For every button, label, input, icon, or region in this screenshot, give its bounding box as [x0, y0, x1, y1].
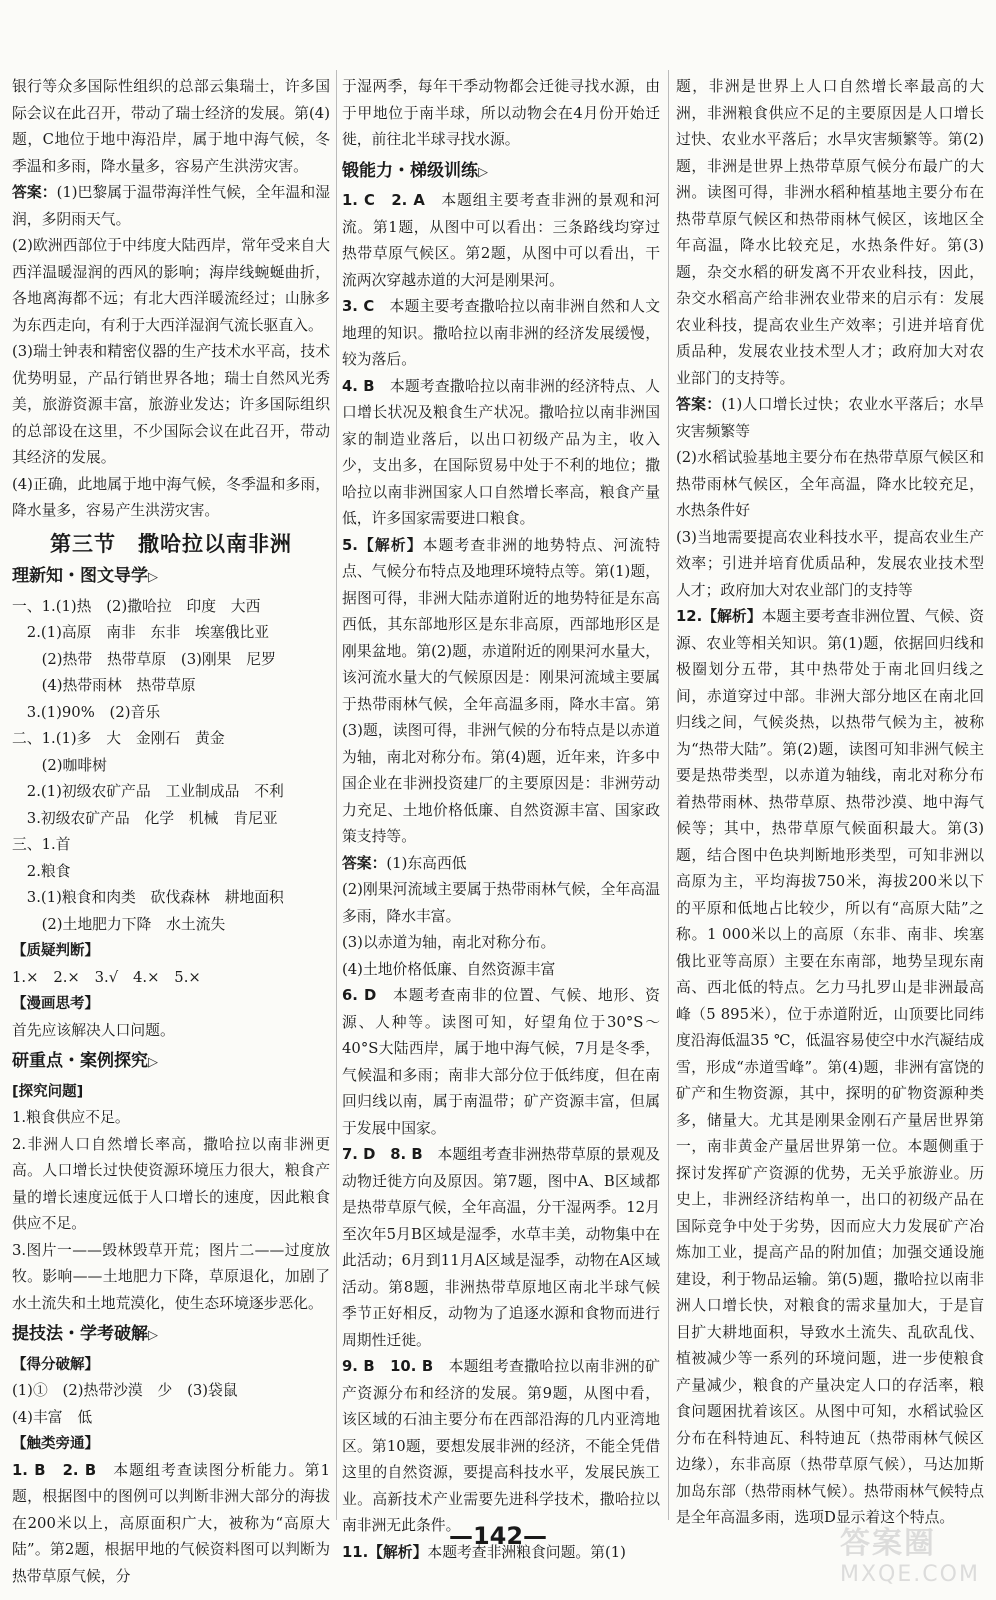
question-number: 3. C [342, 298, 375, 315]
question-number: 9. B 10. B [342, 1358, 434, 1375]
heading-text: 理新知・图文导学 [12, 566, 148, 586]
question-answer [676, 604, 984, 1532]
question-answer [342, 294, 660, 374]
list-item: 3.(1)90% (2)音乐 [12, 703, 161, 721]
answer-2: (2)水稻试验基地主要分布在热带草原气候区和热带雨林气候区，全年高温，降水比较充足，水热条件好 [676, 449, 984, 519]
list-item: (2)咖啡树 [12, 756, 107, 774]
column-right [676, 74, 984, 1532]
answer-1 [676, 392, 984, 445]
heading-text: 提技法・学考破解 [12, 1324, 148, 1344]
list-item: 二、1.(1)多 大 金刚石 黄金 [12, 730, 225, 747]
arrow-icon: ▷ [148, 1055, 158, 1070]
explanation: 本题考查撒哈拉以南非洲的经济特点、人口增长状况及粮食生产状况。撒哈拉以南非洲国家的制造业落后，以出口初级产品为主，收入少，支出多，在国际贸易中处于不利的地位；撒哈拉以南非洲国家人口自然增长率高，粮食产量低，许多国家需要进口粮食。 [342, 377, 660, 527]
comic-answer: 首先应该解决人口问题。 [12, 1021, 175, 1039]
answer-2: (2)刚果河流域主要属于热带雨林气候，全年高温多雨，降水丰富。 [342, 881, 660, 925]
explanation: 本题考查非洲的地势特点、河流特点、气候分布特点及地理环境特点等。第(1)题，据图可得，非洲大陆赤道附近的地势特征是东高西低，其东部地形区是东非高原，西部地形区是刚果盆地。第(2)题，赤道附近的刚果河水量大，该河流水量大的气候原因是：刚果河流域主要属于热带雨林气候，全年高温多雨，降水丰富。第(3)题，读图可得，非洲气候的分布特点是以赤道为轴，南北对称分布。第(4)题，近年来，许多中国企业在非洲投资建厂的主要原因是：非洲劳动力充足、土地价格低廉、自然资源丰富、国家政策支持等。 [342, 536, 660, 845]
answer-label: 答案： [676, 396, 722, 413]
explanation: 本题考查非洲粮食问题。第(1) [427, 1543, 626, 1561]
inquiry-3: 3.图片一——毁林毁草开荒；图片二——过度放牧。影响——土地肥力下降，草原退化，加剧了水土流失和土地荒漠化，使生态环境逐步恶化。 [12, 1241, 330, 1312]
question-number: 5.【解析】 [342, 536, 423, 554]
subheading: [探究问题] [12, 1083, 84, 1100]
column-middle [342, 74, 660, 1566]
explanation: 本题组考查撒哈拉以南非洲的矿产资源分布和经济的发展。第9题，从图中看，该区域的石油主要分布在西部沿海的几内亚湾地区。第10题，要想发展非洲的经济，不能全凭借这里的自然资源，要提高科技水平，发展民族工业。高新技术产业需要先进科学技术，撒哈拉以南非洲无此条件。 [342, 1358, 660, 1534]
watermark-text: 答案圈 [840, 1526, 936, 1561]
watermark-logo [840, 1518, 990, 1598]
explanation: 本题主要考查撒哈拉以南非洲自然和人文地理的知识。撒哈拉以南非洲的经济发展缓慢，较为落后。 [342, 298, 660, 368]
explanation: 本题组主要考查非洲的景观和河流。第1题，从图中可以看出：三条路线均穿过热带草原气候区。第2题，从图中可以看出，干流两次穿越赤道的大河是刚果河。 [342, 192, 660, 289]
heading-text: 研重点・案例探究 [12, 1051, 148, 1071]
question-number: 4. B [342, 377, 375, 395]
inquiry-1: 1.粮食供应不足。 [12, 1109, 130, 1126]
answer-2: (2)欧洲西部位于中纬度大陆西岸，常年受来自大西洋温暖湿润的西风的影响；海岸线蜿蜒曲折，各地离海都不远；有北大西洋暖流经过；山脉多为东西走向，有利于大西洋湿润气流长驱直入。 [12, 237, 330, 334]
question-answer [342, 188, 660, 294]
answer-label: 答案： [12, 184, 57, 201]
explanation: 本题组考查读图分析能力。第1题，根据图中的图例可以判断非洲大部分的海拔在200米以上，高原面积广大，被称为“高原大陆”。第2题，根据甲地的气候资料图可以判断为热带草原气候，分 [12, 1461, 330, 1585]
column-left [12, 74, 330, 1590]
question-answer [342, 983, 660, 1142]
answer-4: (4)正确，此地属于地中海气候，冬季温和多雨，降水量多，容易产生洪涝灾害。 [12, 475, 330, 519]
answer-1 [342, 851, 660, 878]
question-answer [342, 1354, 660, 1540]
section-heading [12, 563, 330, 592]
heading-text: 锻能力・梯级训练 [342, 160, 478, 181]
list-item: (4)热带雨林 热带草原 [12, 677, 196, 694]
explanation: 本题组考查非洲热带草原的景观及动物迁徙方向及原因。第7题，图中A、B区域都是热带草原气候，全年高温，分干湿两季。12月至次年5月B区域是湿季，水草丰美，动物集中在此活动；6月到11月A区域是湿季，动物在A区域活动。第8题，非洲热带草原地区南北半球气候季节正好相反，动物为了追逐水源和食物而进行周期性迁徙。 [342, 1146, 660, 1349]
score-line: (1)① (2)热带沙漠 少 (3)袋鼠 [12, 1382, 238, 1399]
question-answer [342, 533, 660, 851]
answer-4: (4)土地价格低廉、自然资源丰富 [342, 960, 556, 978]
explanation: 本题考查南非的位置、气候、地形、资源、人种等。读图可知，好望角位于30°S～40°S大陆西岸，属于地中海气候，7月是冬季，气候温和多雨；南非大部分位于低纬度，但在南回归线以南，属于南温带；矿产资源丰富，但属于发展中国家。 [342, 987, 660, 1137]
paragraph: 于湿两季，每年干季动物都会迁徙寻找水源，由于甲地位于南半球，所以动物会在4月份开始迁徙，前往北半球寻找水源。 [342, 78, 660, 148]
question-answer [342, 1142, 660, 1354]
column-divider [336, 70, 337, 1520]
subheading: 【质疑判断】 [12, 943, 99, 959]
question-number: 1. C 2. A [342, 192, 425, 209]
answer-3: (3)当地需要提高农业科技水平，提高农业生产效率；引进并培育优质品种，发展农业技术型人才；政府加大对农业部门的支持等 [676, 528, 984, 599]
subheading: 【得分破解】 [12, 1356, 99, 1373]
inquiry-2: 2.非洲人口自然增长率高，撒哈拉以南非洲更高。人口增长过快使资源环境压力很大，粮食产量的增长速度远低于人口增长的速度，因此粮食供应不足。 [12, 1135, 330, 1232]
subheading: 【触类旁通】 [12, 1436, 99, 1452]
answer-text: (1)人口增长过快；农业水平落后；水旱灾害频繁等 [676, 396, 984, 440]
answer-label: 答案： [342, 854, 387, 872]
list-item: 三、1.首 [12, 836, 71, 853]
answer-list [12, 594, 330, 939]
list-item: (2)土地肥力下降 水土流失 [12, 915, 226, 933]
question-number: 1. B 2. B [12, 1461, 97, 1479]
list-item: 一、1.(1)热 (2)撒哈拉 印度 大西 [12, 597, 261, 615]
list-item: 3.初级农矿产品 化学 机械 肯尼亚 [12, 809, 278, 827]
answer-text: (1)巴黎属于温带海洋性气候，全年温和湿润，多阴雨天气。 [12, 184, 330, 228]
column-divider [668, 70, 669, 1520]
explanation: 本题主要考查非洲位置、气候、资源、农业等相关知识。第(1)题，依据回归线和极圈划分五带，其中热带处于南北回归线之间，赤道穿过中部。非洲大部分地区在南北回归线之间，气候炎热，以热带气候为主，被称为“热带大陆”。第(2)题，读图可知非洲气候主要是热带类型，以赤道为轴线，南北对称分布着热带雨林、热带草原、热带沙漠、地中海气候等；其中，热带草原气候面积最大。第(3)题，结合图中色块判断地形类型，可知非洲以高原为主，平均海拔750米，海拔200米以下的平原和低地占比较少，所以有“高原大陆”之称。1 000米以上的高原（东非、南非、埃塞俄比亚等高原）主要在东南部，地势呈现东南高、西北低的特点。乞力马扎罗山是非洲最高峰（5 895米），位于赤道附近，山顶要比同纬度沿海低温35 ℃，低温容易使空中水汽凝结成雪，形成“赤道雪峰”。第(4)题，非洲有富饶的矿产和生物资源，其中，探明的矿物资源种类多，储量大。尤其是刚果金刚石产量居世界第一，南非黄金产量居世界第一位。本题侧重于探讨发挥矿产资源的优势，无关乎旅游业。历史上，非洲经济结构单一，出口的初级产品在国际竞争中处于劣势，因而应大力发展矿产冶炼加工业，提高产品的附加值；加强交通设施建设，利于物品运输。第(5)题，撒哈拉以南非洲人口增长快，对粮食的需求量加大，于是盲目扩大耕地面积，导致水土流失、乱砍乱伐、植被减少等一系列的环境问题，进一步使粮食产量减少，粮食的产量决定人口的存活率，粮食问题困扰着该区。从图中可知，水稻试验区分布在科特迪瓦、科特迪瓦（热带雨林气候区边缘），东非高原（热带草原气候），马达加斯加岛东部（热带雨林气候）。热带雨林气候特点是全年高温多雨，选项D显示着这个特点。 [676, 608, 984, 1526]
answer-3: (3)瑞士钟表和精密仪器的生产技术水平高，技术优势明显，产品行销世界各地；瑞士自然风光秀美，旅游资源丰富，旅游业发达；许多国际组织的总部设在这里，不少国际会议在此召开，带动其经济的发展。 [12, 343, 330, 466]
paragraph: 题，非洲是世界上人口自然增长率最高的大洲，非洲粮食供应不足的主要原因是人口增长过快、农业水平落后；水旱灾害频繁等。第(2)题，非洲是世界上热带草原气候分布最广的大洲。读图可得，非洲水稻种植基地主要分布在热带草原气候区和热带雨林气候区，该地区全年高温，降水比较充足，水热条件好。第(3)题，杂交水稻的研发离不开农业科技，因此，杂交水稻高产给非洲农业带来的启示有：发展农业科技，提高农业生产效率；引进并培育优质品种，发展农业技术型人才；政府加大对农业部门的支持等。 [676, 78, 984, 387]
page-number: —142— [448, 1522, 548, 1550]
arrow-icon: ▷ [148, 570, 158, 585]
answer-3: (3)以赤道为轴，南北对称分布。 [342, 934, 556, 951]
list-item: 2.粮食 [12, 862, 71, 880]
arrow-icon: ▷ [148, 1328, 158, 1343]
question-answer [342, 374, 660, 533]
question-number: 7. D 8. B [342, 1146, 423, 1163]
judgement-answers: 1.× 2.× 3.√ 4.× 5.× [12, 968, 201, 986]
arrow-icon: ▷ [478, 164, 488, 180]
list-item: 3.(1)粮食和肉类 砍伐森林 耕地面积 [12, 889, 284, 906]
paragraph: 银行等众多国际性组织的总部云集瑞士，许多国际会议在此召开，带动了瑞士经济的发展。第(4)题，C地位于地中海沿岸，属于地中海气候，冬季温和多雨，降水量多，容易产生洪涝灾害。 [12, 78, 330, 175]
answer-1 [12, 180, 330, 233]
section-heading [12, 1321, 330, 1350]
score-line: (4)丰富 低 [12, 1408, 93, 1426]
question-number: 11.【解析】 [342, 1543, 428, 1561]
question-number: 6. D [342, 987, 377, 1004]
subheading: 【漫画思考】 [12, 996, 99, 1012]
section-heading [12, 1048, 330, 1077]
question-number: 12.【解析】 [676, 608, 762, 625]
section-title: 第三节 撒哈拉以南非洲 [50, 531, 292, 556]
watermark-url: MXQE.COM [840, 1562, 980, 1587]
section-heading [342, 158, 660, 187]
list-item: 2.(1)高原 南非 东非 埃塞俄比亚 [12, 624, 270, 641]
list-item: (2)热带 热带草原 (3)刚果 尼罗 [12, 650, 276, 668]
list-item: 2.(1)初级农矿产品 工业制成品 不利 [12, 783, 284, 800]
answer-text: (1)东高西低 [386, 854, 467, 872]
